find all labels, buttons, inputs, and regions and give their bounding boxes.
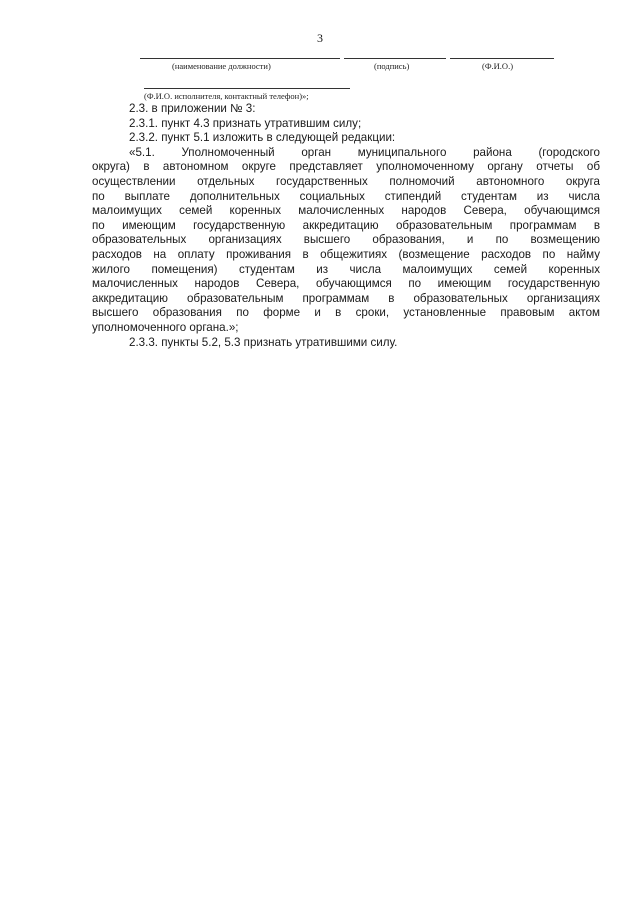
paragraph-line: образовательных организациях высшего образования, и по возмещению <box>92 233 600 247</box>
item-2-3-3: 2.3.3. пункты 5.2, 5.3 признать утратившими силу. <box>129 335 398 349</box>
paragraph-5-1 <box>92 146 600 336</box>
paragraph-line: по имеющим государственную аккредитацию образовательным программам в <box>92 218 600 232</box>
paragraph-line: уполномоченного органа.»; <box>92 320 239 334</box>
paragraph-line: «5.1. Уполномоченный орган муниципального района (городского <box>129 145 600 159</box>
name-caption: (Ф.И.О.) <box>482 61 514 71</box>
item-2-3-1: 2.3.1. пункт 4.3 признать утратившим силу; <box>129 116 362 130</box>
paragraph-line: осуществлении отдельных государственных полномочий автономного округа <box>92 174 600 188</box>
paragraph-line: малочисленных народов Севера, обучающимся по имеющим государственную <box>92 277 600 291</box>
paragraph-line: по выплате дополнительных социальных стипендий студентам из числа <box>92 189 600 203</box>
document-body <box>92 102 600 350</box>
name-signature-line <box>450 58 554 59</box>
contact-signature-line <box>144 88 350 89</box>
position-caption: (наименование должности) <box>172 61 271 71</box>
paragraph-line: округа) в автономном округе представляет уполномоченному органу отчеты об <box>92 160 600 174</box>
signature-line <box>344 58 446 59</box>
paragraph-line: расходов на оплату проживания в общежитиях (возмещение расходов по найму <box>92 247 600 261</box>
paragraph-line: аккредитацию образовательным программам в образовательных организациях <box>92 291 600 305</box>
signature-caption: (подпись) <box>374 61 410 71</box>
item-2-3: 2.3. в приложении № 3: <box>129 102 256 115</box>
paragraph-line: жилого помещения) студентам из числа малоимущих семей коренных <box>92 262 600 276</box>
paragraph-line: малоимущих семей коренных малочисленных народов Севера, обучающимся <box>92 204 600 218</box>
item-2-3-2: 2.3.2. пункт 5.1 изложить в следующей редакции: <box>129 131 396 145</box>
page-number: 3 <box>317 31 323 45</box>
paragraph-line: высшего образования по форме и в сроки, установленные правовым актом <box>92 306 600 320</box>
contact-caption: (Ф.И.О. исполнителя, контактный телефон)»; <box>144 91 309 101</box>
position-signature-line <box>140 58 340 59</box>
